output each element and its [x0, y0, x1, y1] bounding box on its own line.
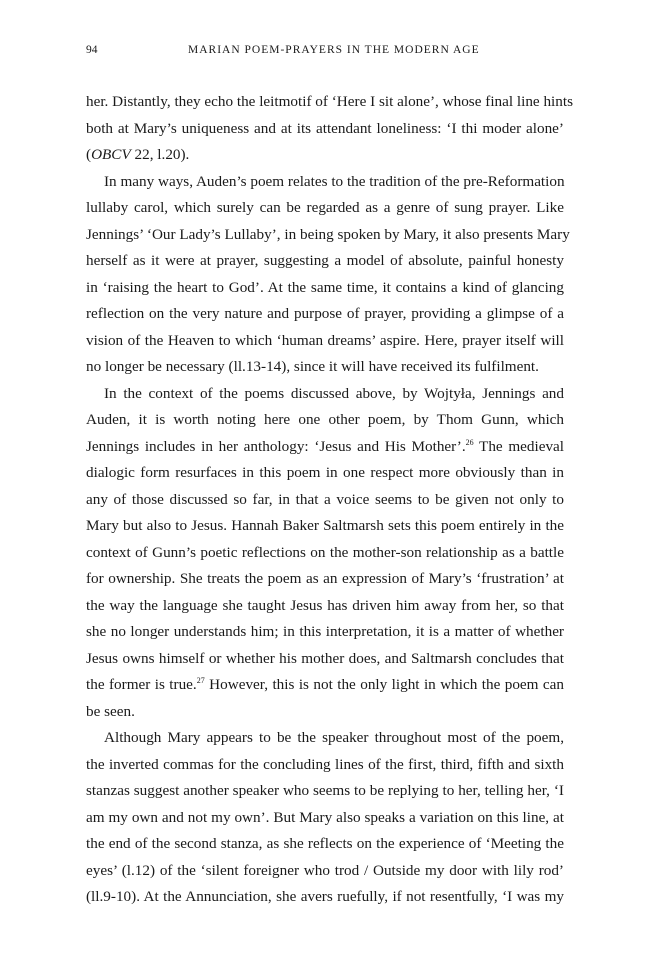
text-line: stanzas suggest another speaker who seems to be replying to her, telling her, ‘I	[86, 782, 564, 799]
text-line: vision of the Heaven to which ‘human dreams’ aspire. Here, prayer itself will	[86, 331, 564, 349]
paragraph-2	[86, 169, 570, 381]
text-segment: However, this is not the only light in which the poem can	[204, 676, 564, 693]
text-line: (OBCV 22, l.20).	[86, 146, 190, 163]
text-segment: Jennings includes in her anthology: ‘Jesus and His Mother’.	[86, 437, 466, 455]
text-line: the inverted commas for the concluding lines of the first, third, fifth and sixth	[86, 755, 564, 773]
body-text	[86, 89, 573, 911]
paragraph-4	[86, 725, 564, 911]
text-segment: The medieval	[473, 437, 564, 455]
running-head	[86, 44, 564, 64]
text-line: her. Distantly, they echo the leitmotif of ‘Here I sit alone’, whose final line hints	[86, 93, 573, 110]
text-line: Jennings’ ‘Our Lady’s Lullaby’, in being spoken by Mary, it also presents Mary	[86, 225, 570, 243]
text-line: Jesus owns himself or whether his mother does, and Saltmarsh concludes that	[86, 649, 564, 667]
paragraph-3	[86, 381, 564, 726]
citation-rest: 22, l.20).	[130, 146, 190, 163]
citation-abbrev: OBCV	[91, 146, 131, 163]
text-line: any of those discussed so far, in that a voice seems to be given not only to	[86, 490, 564, 508]
text-line: reflection on the very nature and purpose of prayer, providing a glimpse of a	[86, 305, 564, 322]
text-line: the end of the second stanza, as she reflects on the experience of ‘Meeting the	[86, 835, 564, 852]
text-line: herself as it were at prayer, suggesting a model of absolute, painful honesty	[86, 252, 564, 269]
text-line: In many ways, Auden’s poem relates to the tradition of the pre-Reformation	[104, 172, 565, 190]
text-line: be seen.	[86, 702, 135, 720]
page-number: 94	[86, 44, 98, 56]
text-line: context of Gunn’s poetic reflections on the mother-son relationship as a battle	[86, 543, 564, 561]
running-head-title: MARIAN POEM-PRAYERS IN THE MODERN AGE	[188, 44, 480, 56]
text-line: Auden, it is worth noting here one other poem, by Thom Gunn, which	[86, 411, 564, 428]
text-line: for ownership. She treats the poem as an expression of Mary’s ‘frustration’ at	[86, 570, 564, 587]
paragraph-1	[86, 89, 573, 169]
text-line: in ‘raising the heart to God’. At the same time, it contains a kind of glancing	[86, 278, 564, 296]
text-line: no longer be necessary (ll.13-14), since it will have received its fulfilment.	[86, 358, 539, 375]
text-line: dialogic form resurfaces in this poem in one respect more obviously than in	[86, 464, 564, 481]
text-line: she no longer understands him; in this interpretation, it is a matter of whether	[86, 623, 564, 640]
text-line: lullaby carol, which surely can be regarded as a genre of sung prayer. Like	[86, 199, 564, 216]
footnote-marker: 27	[196, 676, 205, 685]
text-line: In the context of the poems discussed above, by Wojtyła, Jennings and	[104, 384, 564, 402]
text-line: Mary but also to Jesus. Hannah Baker Saltmarsh sets this poem entirely in the	[86, 517, 564, 534]
text-line	[86, 672, 564, 699]
text-line	[86, 434, 564, 461]
text-line: (ll.9-10). At the Annunciation, she avers ruefully, if not resentfully, ‘I was my	[86, 888, 564, 905]
text-line: am my own and not my own’. But Mary also speaks a variation on this line, at	[86, 808, 564, 826]
text-line: both at Mary’s uniqueness and at its attendant loneliness: ‘I thi moder alone’	[86, 119, 564, 137]
text-line: the way the language she taught Jesus has driven him away from her, so that	[86, 596, 564, 614]
text-line: Although Mary appears to be the speaker throughout most of the poem,	[104, 729, 564, 746]
text-line: eyes’ (l.12) of the ‘silent foreigner who trod / Outside my door with lily rod’	[86, 861, 564, 879]
footnote-marker: 26	[465, 437, 474, 447]
text-segment: the former is true.	[86, 676, 197, 693]
